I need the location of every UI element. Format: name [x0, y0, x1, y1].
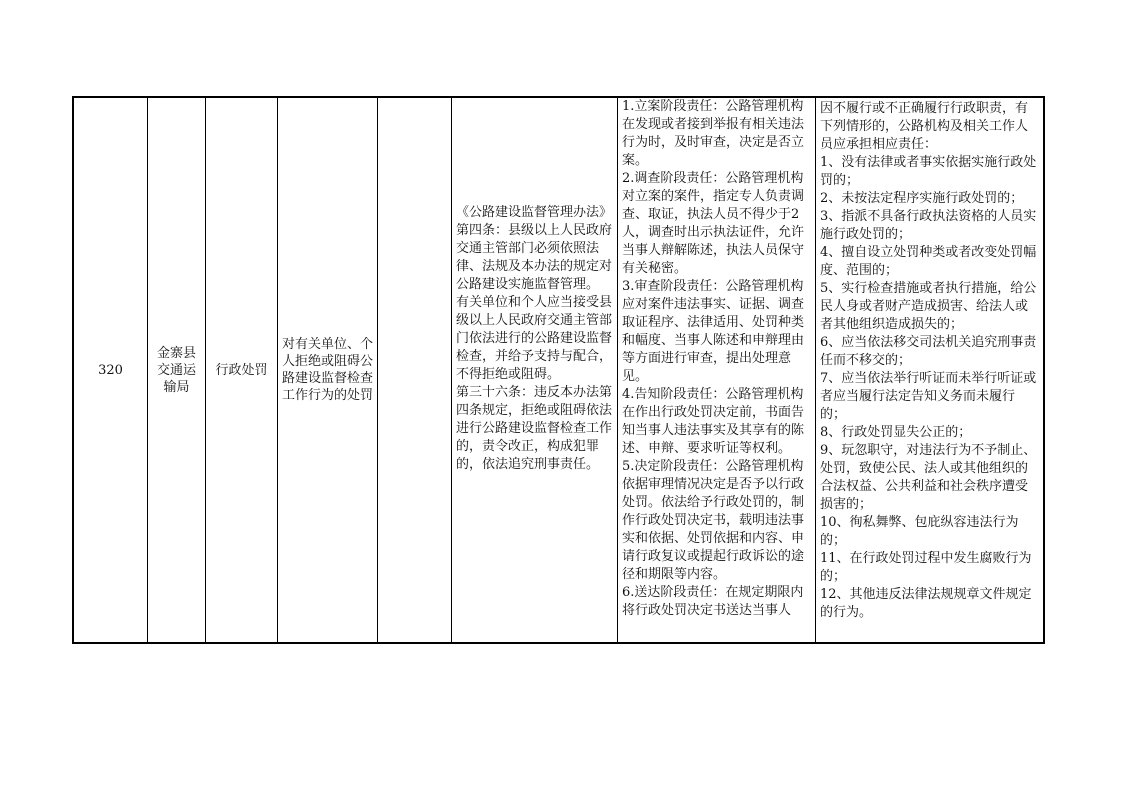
basis-paragraph: 有关单位和个人应当接受县级以上人民政府交通主管部门依法进行的公路建设监督检查，并给予支持与配合，不得拒绝或阻碍。 [456, 295, 613, 382]
accountability-paragraph: 1、没有法律或者事实依据实施行政处罚的； [820, 155, 1037, 188]
accountability-paragraph: 9、玩忽职守，对违法行为不予制止、处罚，致使公民、法人或其他组织的合法权益、公共利益和社会秩序遭受损害的； [820, 443, 1037, 512]
accountability-paragraph: 3、指派不具备行政执法资格的人员实施行政处罚的； [820, 209, 1037, 242]
accountability-text [820, 100, 1040, 622]
power-item-name: 对有关单位、个人拒绝或阻碍公路建设监督检查工作行为的处罚 [282, 337, 374, 403]
basis-paragraph: 第三十六条：违反本办法第四条规定，拒绝或阻碍依法进行公路建设监督检查工作的，责令改正，构成犯罪的，依法追究刑事责任。 [456, 385, 613, 472]
responsibility-table [72, 96, 1045, 644]
cell-department [148, 98, 206, 642]
responsibility-paragraph: 2.调查阶段责任：公路管理机构对立案的案件，指定专人负责调查、取证，执法人员不得少于2人，调查时出示执法证件，允许当事人辩解陈述，执法人员保守有关秘密。 [622, 171, 805, 276]
department-name: 金寨县交通运输局 [156, 345, 196, 395]
cell-item [278, 98, 378, 642]
accountability-paragraph: 7、应当依法举行听证而未举行听证或者应当履行法定告知义务而未履行的； [820, 371, 1037, 422]
accountability-paragraph: 6、应当依法移交司法机关追究刑事责任而不移交的； [820, 335, 1037, 368]
cell-number [74, 98, 148, 642]
accountability-paragraph: 5、实行检查措施或者执行措施，给公民人身或者财产造成损害、给法人或者其他组织造成损失的； [820, 281, 1037, 332]
accountability-paragraph: 12、其他违反法律法规规章文件规定的行为。 [820, 587, 1032, 620]
responsibility-paragraph: 6.送达阶段责任：在规定期限内将行政处罚决定书送达当事人 [622, 585, 804, 618]
cell-category [206, 98, 278, 642]
cell-empty [378, 98, 452, 642]
cell-responsibilities [618, 98, 816, 642]
power-category: 行政处罚 [215, 362, 268, 378]
row-number: 320 [98, 362, 123, 378]
responsibility-paragraph: 4.告知阶段责任：公路管理机构在作出行政处罚决定前，书面告知当事人违法事实及其享有的陈述、申辩、要求听证等权利。 [622, 387, 805, 456]
accountability-paragraph: 10、徇私舞弊、包庇纵容违法行为的； [820, 515, 1019, 548]
cell-accountability [816, 98, 1043, 642]
responsibility-paragraph: 1.立案阶段责任：公路管理机构在发现或者接到举报有相关违法行为时，及时审查，决定是否立案。 [622, 99, 805, 168]
accountability-paragraph: 4、擅自设立处罚种类或者改变处罚幅度、范围的； [820, 245, 1037, 278]
accountability-paragraph: 11、在行政处罚过程中发生腐败行为的； [820, 551, 1032, 584]
basis-paragraph: 《公路建设监督管理办法》 [456, 205, 613, 220]
legal-basis-text [456, 204, 614, 474]
accountability-paragraph: 2、未按法定程序实施行政处罚的； [820, 191, 1024, 206]
responsibility-paragraph: 3.审查阶段责任：公路管理机构应对案件违法事实、证据、调查取证程序、法律适用、处罚种类和幅度、当事人陈述和申辩理由等方面进行审查，提出处理意见。 [622, 279, 805, 384]
accountability-paragraph: 因不履行或不正确履行行政职责，有下列情形的，公路机构及相关工作人员应承担相应责任： [820, 101, 1029, 152]
cell-legal-basis [452, 98, 618, 642]
responsibility-paragraph: 5.决定阶段责任：公路管理机构依据审理情况决定是否予以行政处罚。依法给予行政处罚的，制作行政处罚决定书，载明违法事实和依据、处罚依据和内容、申请行政复议或提起行政诉讼的途径和期限等内容。 [622, 459, 805, 582]
responsibility-text [622, 98, 812, 620]
basis-paragraph: 第四条：县级以上人民政府交通主管部门必须依照法律、法规及本办法的规定对公路建设实施监督管理。 [456, 223, 613, 292]
accountability-paragraph: 8、行政处罚显失公正的； [820, 425, 972, 440]
